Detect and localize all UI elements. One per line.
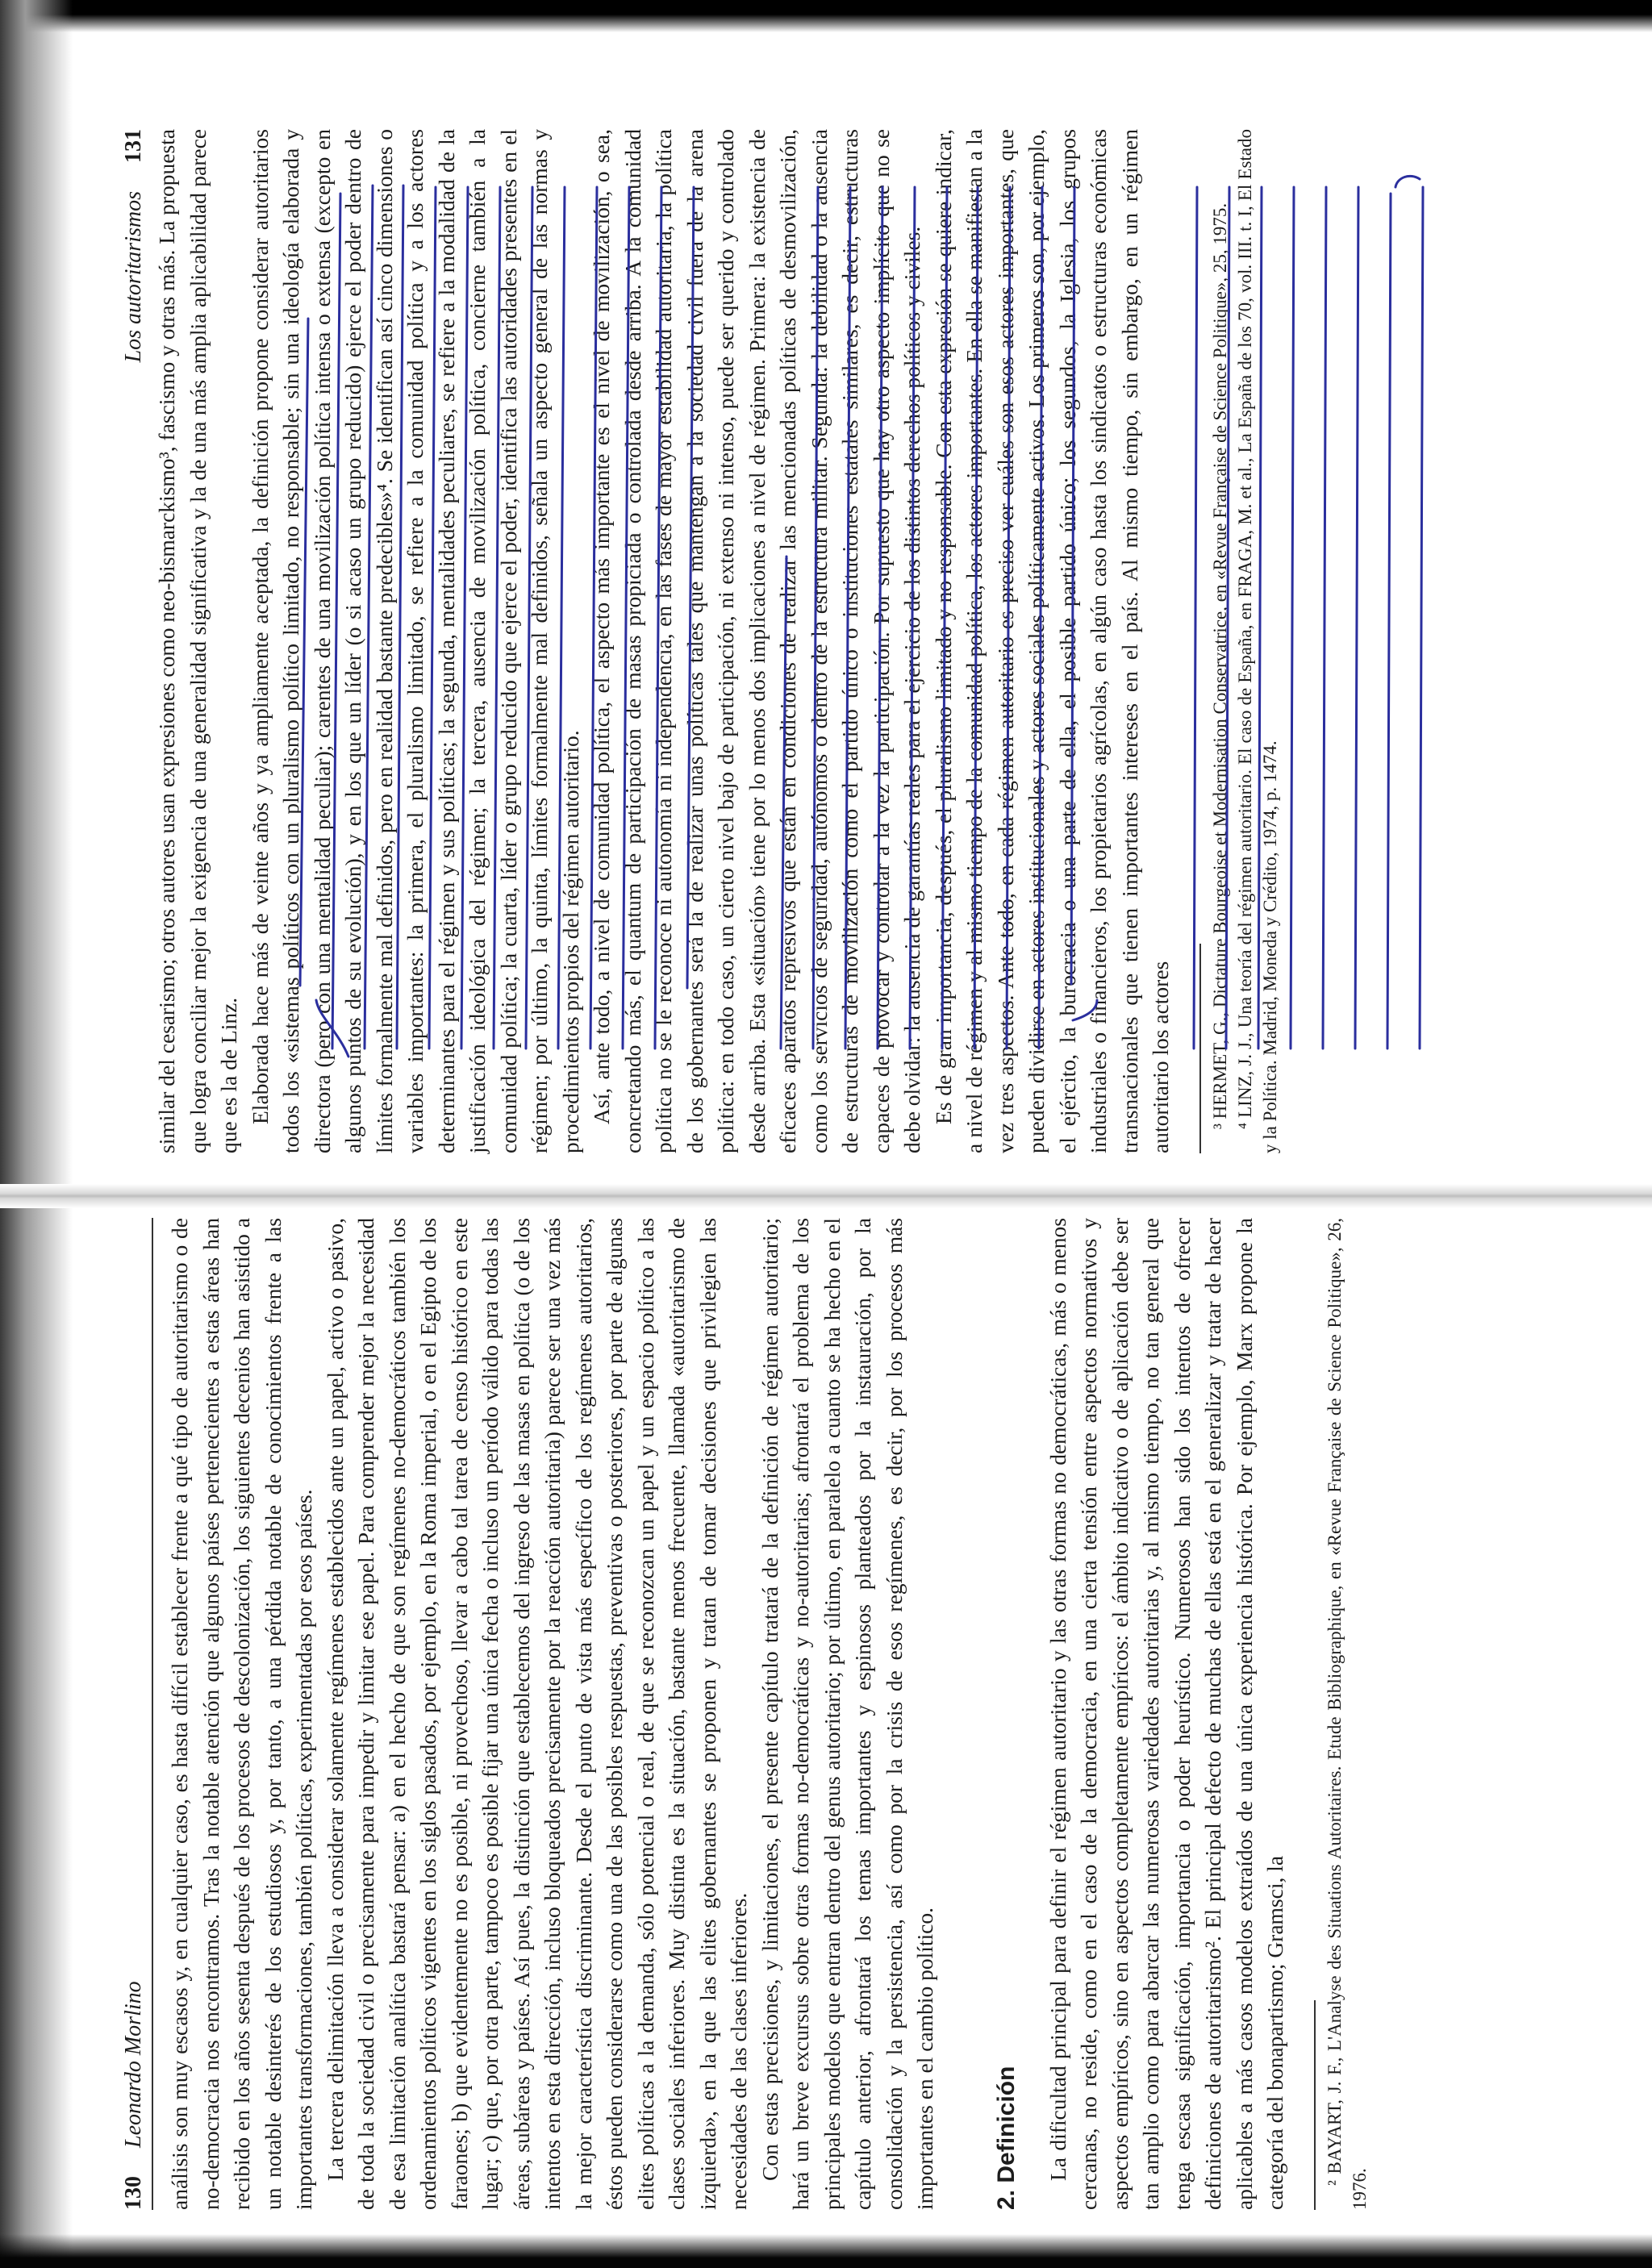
paragraph: Es de gran importancia, después, el pluralismo limitado y no responsable. Con esta expresión se quiere indicar, a nivel de régimen y al mismo tiempo de la comunidad política, los actores importantes. En ella se manifiestan a la vez tres aspectos. Ante todo, en cada régimen autoritario es preciso ver cuáles son esos actores importantes, que pueden dividirse en actores institucionales y actores sociales políticamente activos. Los primeros son, por ejemplo, el ejército, la burocracia o una parte de ella, el posible partido único; los segundos, la Iglesia, los grupos industriales o financieros, los propietarios agrícolas, en algún caso hasta los sindicatos o estructuras económicas transnacionales que tienen importantes intereses en el país. Al mismo tiempo, sin embargo, en un régimen autoritario los actores (930, 129, 1173, 1153)
footnote: ⁴ LINZ, J. J., Una teoría del régimen autoritario. El caso de España, en FRAGA, M. et al., La España de los 70, vol. III. t. I, El Estado y la Política. Madrid, Moneda y Crédito, 1974, p. 1474. (1234, 129, 1280, 1153)
scan-shadow-left (0, 0, 73, 2268)
footnote-rule (1314, 2000, 1316, 2210)
section-heading: 2. Definición (992, 2066, 1020, 2210)
footnote: ³ HERMET, G., Dictature Bourgeoise et Modernisation Conservatrice, en «Revue Française de Science Politique», 25, 1975. (1209, 202, 1230, 1129)
page-number: 130 (121, 2176, 146, 2210)
running-header (121, 129, 152, 1153)
paragraph: similar del cesarismo; otros autores usan expresiones como neo-bismarckismo³, fascismo y otras más. La propuesta que logra conciliar mejor la exigencia de una generalidad significativa y la de una más amplia aplicabilidad parece que es la de Linz. (154, 129, 241, 1153)
paragraph: Con estas precisiones, y limitaciones, el presente capítulo tratará de la definición de régimen autoritario; hará un breve excursus sobre otras formas no-democráticas y no-autoritarias; afrontará el problema de los principales modelos que entran dentro del genus autoritario; por último, en paralelo a cuanto se ha hecho en el capítulo anterior, afrontará los temas importantes y espinosos planteados por la instauración, por la consolidación y la persistencia, así como por la crisis de esos regímenes, es decir, por los procesos más importantes en el cambio político. (757, 1218, 937, 2210)
page-130 (121, 1218, 1372, 2210)
page-131 (121, 129, 1283, 1153)
book-gutter (0, 1184, 1652, 1208)
footnote: ² BAYART, J. F., L'Analyse des Situations Autoritaires. Etude Bibliographique, en «Revue Française de Science Politique», 26, 1976. (1324, 1218, 1370, 2210)
paragraph: Elaborada hace más de veinte años y ya ampliamente aceptada, la definición propone considerar autoritarios todos los «sistemas políticos con un pluralismo político limitado, no responsable; sin una ideología elaborada y directora (pero con una mentalidad peculiar); carentes de una movilización política intensa o extensa (excepto en algunos puntos de su evolución), y en los que un líder (o si acaso un grupo reducido) ejerce el poder dentro de límites formalmente mal definidos, pero en realidad bastante predecibles»⁴. Se identifican así cinco dimensiones o variables importantes: la primera, el pluralismo limitado, se refiere a la comunidad política y a los actores determinantes para el régimen y sus políticas; la segunda, mentalidades peculiares, se refiere a la modalidad de la justificación ideológica del régimen; la tercera, ausencia de movilización política, concierne también a la comunidad política; la cuarta, líder o grupo reducido que ejerce el poder, identifica las autoridades presentes en el régimen; por último, la quinta, límites formalmente mal definidos, señala un aspecto general de las normas y procedimientos propios del régimen autoritario. (247, 129, 583, 1153)
paragraph: Así, ante todo, a nivel de comunidad política, el aspecto más importante es el nivel de movilización, o sea, concretando más, el quantum de participación de masas propiciada o controlada desde arriba. A la comunidad política no se le reconoce ni autonomía ni independencia, en las fases de mayor estabilidad autoritaria, la política de los gobernantes será la de realizar unas políticas tales que mantengan a la sociedad civil fuera de la arena política: en todo caso, un cierto nivel bajo de participación, ni extenso ni intenso, puede ser querido y controlado desde arriba. Esta «situación» tiene por lo menos dos implicaciones a nivel de régimen. Primera: la existencia de eficaces aparatos represivos que están en condiciones de realizar las mencionadas políticas de desmovilización, como los servicios de seguridad, autónomos o dentro de la estructura militar. Segunda: la debilidad o la ausencia de estructuras de movilización como el partido único o instituciones estatales similares, es decir, estructuras capaces de provocar y controlar a la vez la participación. Por supuesto que hay otro aspecto implícito que no se debe olvidar: la ausencia de garantías reales para el ejercicio de los distintos derechos políticos y civiles. (589, 129, 924, 1153)
page-number: 131 (121, 129, 146, 163)
paragraph: análisis son muy escasos y, en cualquier caso, es hasta difícil establecer frente a qué tipo de autoritarismo o de no-democracia nos encontramos. Tras la notable atención que algunos países pertenecientes a estas áreas han recibido en los años sesenta después de los procesos de descolonización, los siguientes decenios han asistido a un notable desinterés de los estudiosos y, por tanto, a una pérdida notable de conocimientos frente a las importantes transformaciones, también políticas, experimentadas por esos países. (167, 1218, 316, 2210)
scan-shadow-top (0, 0, 1652, 32)
footnote-rule (1199, 944, 1201, 1153)
scan-shadow-bottom (0, 2234, 1652, 2268)
header-title: Los autoritarismos (121, 191, 146, 363)
paragraph: La dificultad principal para definir el régimen autoritario y las otras formas no democráticas, más o menos cercanas, no reside, como en el caso de la democracia, en una cierta tensión entre aspectos normativos y aspectos empíricos, sino en aspectos completamente empíricos: el ámbito indicativo o de aplicación debe ser tan amplio como para abarcar las numerosas variedades autoritarias y, al mismo tiempo, no tan general que tenga escasa significación, importancia o poder heurístico. Numerosos han sido los intentos de ofrecer definiciones de autoritarismo². El principal defecto de muchas de ellas está en el generalizar y tratar de hacer aplicables a más casos modelos extraídos de una única experiencia histórica. Por ejemplo, Marx propone la categoría del bonapartismo; Gramsci, la (1045, 1218, 1287, 2210)
paragraph: La tercera delimitación lleva a considerar solamente regímenes establecidos ante un papel, activo o pasivo, de toda la sociedad civil o precisamente para impedir y limitar ese papel. Para comprender mejor la necesidad de esa limitación analítica bastará pensar: a) en el hecho de que son regímenes no-democráticos también los ordenamientos políticos vigentes en los siglos pasados, por ejemplo, en la Roma imperial, o en el Egipto de los faraones; b) que evidentemente no es posible, ni provechoso, llevar a cabo tal tarea de censo histórico en este lugar; c) que, por otra parte, tampoco es posible fijar una única fecha o incluso un período válido para todas las áreas, subáreas y países. Así pues, la distinción que establecemos del ingreso de las masas en política (o de los intentos en esta dirección, incluso bloqueados precisamente por la reacción autoritaria) parece ser una vez más la mejor característica discriminante. Desde el punto de vista más específico de los regímenes autoritarios, éstos pueden considerarse como una de las posibles respuestas, preventivas o posteriores, por parte de algunas elites políticas a la demanda, sólo potencial o real, de que se reconozcan un papel y un espacio político a las clases sociales inferiores. Muy distinta es la situación, bastante menos frecuente, llamada «autoritarismo de izquierda», en la que las elites gobernantes se proponen y tratan de tomar decisiones que privilegien las necesidades de las clases inferiores. (322, 1218, 751, 2210)
header-title: Leonardo Morlino (121, 1981, 146, 2148)
running-header (121, 1218, 153, 2210)
